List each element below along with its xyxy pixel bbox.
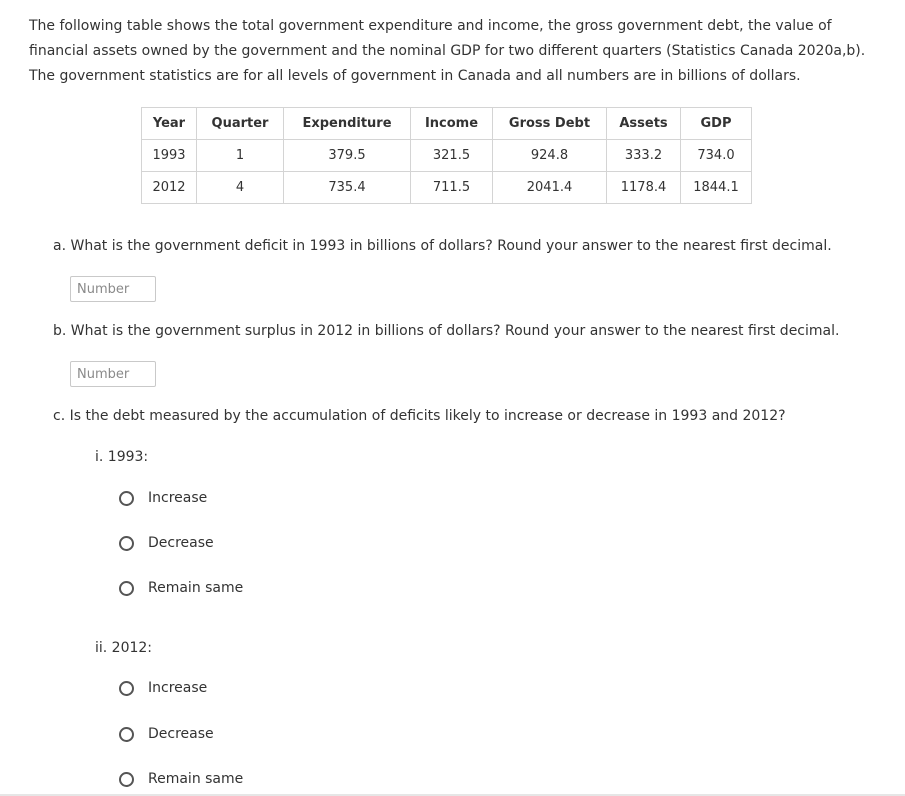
table-cell: 734.0 xyxy=(681,140,752,172)
table-cell: 1 xyxy=(197,140,284,172)
question-c-text: c. Is the debt measured by the accumulation of deficits likely to increase or decrease in 1993 and 2012? xyxy=(53,408,786,424)
radio-1993-decrease[interactable] xyxy=(119,533,214,553)
column-header-gross-debt: Gross Debt xyxy=(493,108,607,140)
column-header-year: Year xyxy=(142,108,197,140)
radio-circle-icon[interactable] xyxy=(119,536,134,551)
radio-option-label: Decrease xyxy=(148,535,214,551)
radio-circle-icon[interactable] xyxy=(119,681,134,696)
radio-2012-remain-same[interactable] xyxy=(119,769,243,789)
part-i-label: i. 1993: xyxy=(95,449,149,465)
table-cell: 333.2 xyxy=(607,140,681,172)
part-ii-label: ii. 2012: xyxy=(95,640,153,656)
table-cell: 2041.4 xyxy=(493,172,607,204)
question-a-text: a. What is the government deficit in 1993 in billions of dollars? Round your answer to the nearest first decimal. xyxy=(53,238,832,254)
radio-option-label: Increase xyxy=(148,680,208,696)
column-header-assets: Assets xyxy=(607,108,681,140)
radio-1993-remain-same[interactable] xyxy=(119,578,243,598)
radio-circle-icon[interactable] xyxy=(119,581,134,596)
radio-option-label: Remain same xyxy=(148,580,244,596)
table-cell: 1178.4 xyxy=(607,172,681,204)
radio-option-label: Decrease xyxy=(148,726,214,742)
table-header-row xyxy=(142,108,752,140)
table-cell: 924.8 xyxy=(493,140,607,172)
question-a-number-input[interactable] xyxy=(70,276,156,302)
radio-circle-icon[interactable] xyxy=(119,491,134,506)
radio-1993-increase[interactable] xyxy=(119,488,207,508)
radio-2012-increase[interactable] xyxy=(119,678,207,698)
radio-option-label: Remain same xyxy=(148,771,244,787)
data-table xyxy=(141,107,752,204)
table-cell: 4 xyxy=(197,172,284,204)
column-header-quarter: Quarter xyxy=(197,108,284,140)
column-header-gdp: GDP xyxy=(681,108,752,140)
table-cell: 1844.1 xyxy=(681,172,752,204)
intro-paragraph: The following table shows the total government expenditure and income, the gross government debt, the value of financial assets owned by the government and the nominal GDP for two different quarters (Statistics Canada 2020a,b). The government statistics are for all levels of government in Canada and all numbers are in billions of dollars. xyxy=(29,18,866,84)
table-cell: 711.5 xyxy=(411,172,493,204)
table-row xyxy=(142,172,752,204)
radio-circle-icon[interactable] xyxy=(119,772,134,787)
table-cell: 1993 xyxy=(142,140,197,172)
question-b-number-input[interactable] xyxy=(70,361,156,387)
column-header-income: Income xyxy=(411,108,493,140)
table-cell: 2012 xyxy=(142,172,197,204)
radio-circle-icon[interactable] xyxy=(119,727,134,742)
table-cell: 379.5 xyxy=(284,140,411,172)
table-row xyxy=(142,140,752,172)
column-header-expenditure: Expenditure xyxy=(284,108,411,140)
radio-option-label: Increase xyxy=(148,490,208,506)
table-cell: 735.4 xyxy=(284,172,411,204)
question-b-text: b. What is the government surplus in 2012 in billions of dollars? Round your answer to the nearest first decimal. xyxy=(53,323,840,339)
table-cell: 321.5 xyxy=(411,140,493,172)
radio-2012-decrease[interactable] xyxy=(119,724,214,744)
